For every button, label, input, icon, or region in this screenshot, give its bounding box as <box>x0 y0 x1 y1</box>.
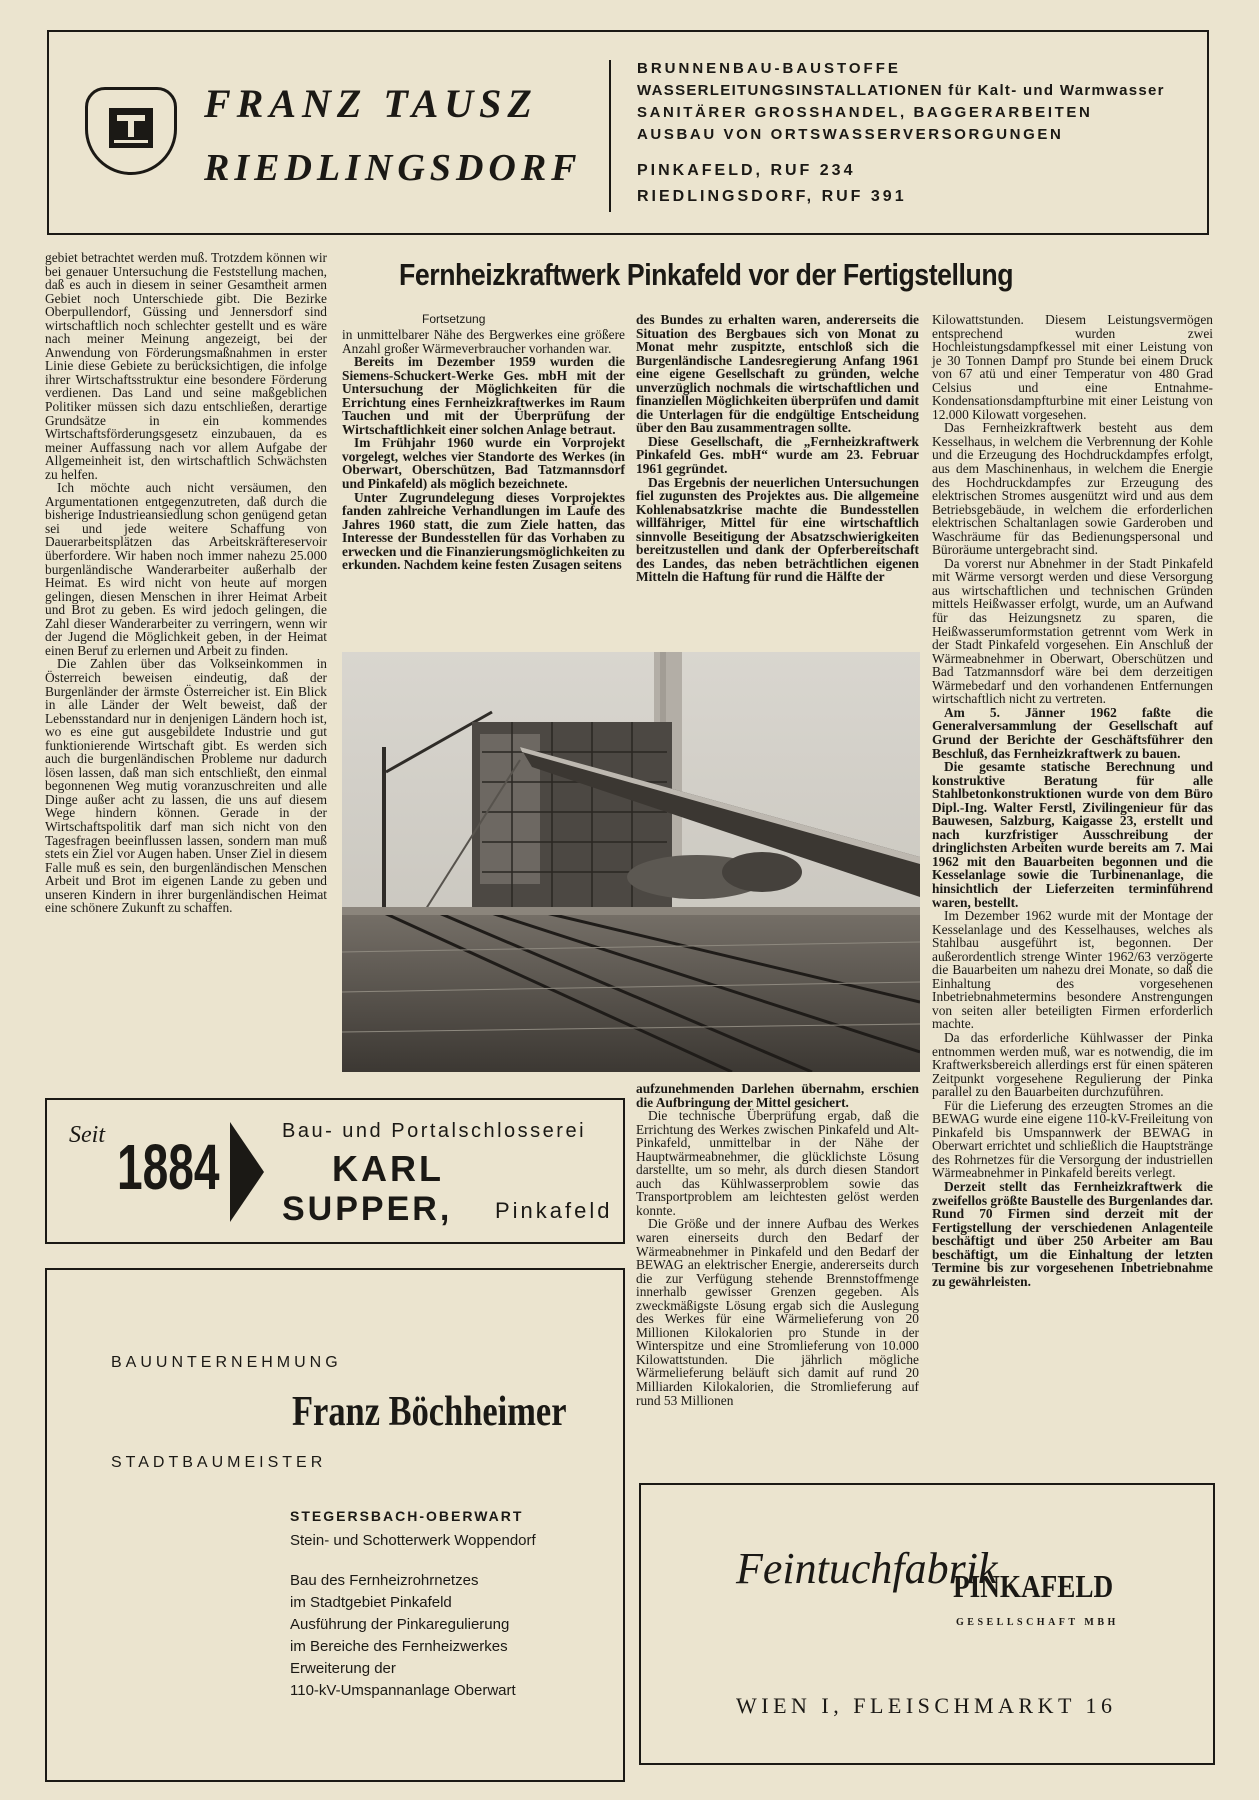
boech-line-1: Bau des Fernheizrohrnetzes <box>290 1572 479 1589</box>
paragraph: Da das erforderliche Kühlwasser der Pinka entnommen werden muß, war es notwendig, die im Kraftwerksbereich allerdings erst für einen späteren Zeitpunkt vorgesehene Regulierung der Pinka parallel zu den Bauarbeiten durchzuführen. <box>932 1029 1213 1100</box>
article-headline: Fernheizkraftwerk Pinkafeld vor der Fertigstellung <box>399 257 1014 292</box>
tausz-logo <box>85 87 177 175</box>
paragraph: Das Ergebnis der neuerlichen Untersuchungen fiel zugunsten des Projektes aus. Die allgemeine Kohlenabsatzkrise machte die Bundesstellen willfähriger, Mittel für eine wirtschaftlich sinnvolle Beseitigung der Absatzschwierigkeiten bereitzustellen und dank der Opferbereitschaft des Landes, das neben beträchtlichen eigenen Mitteln die Haftung für rund die Hälfte der <box>636 474 919 585</box>
boech-line-5: Erweiterung der <box>290 1660 396 1677</box>
paragraph: Derzeit stellt das Fernheizkraftwerk die zweifellos größte Baustelle des Burgenlandes dar. Rund 70 Firmen sind derzeit mit der Fertigstellung der verschiedenen Anlagenteile beschäftigt und über 250 Arbeiter am Bau beschäftigt, um die Einhaltung der letzten Termine bis zur vorgesehenen Inbetriebnahme zu gewährleisten. <box>932 1179 1213 1289</box>
feintuch-sub: GESELLSCHAFT MBH <box>956 1617 1119 1628</box>
supper-seit: Seit <box>69 1122 105 1148</box>
supper-place: Pinkafeld <box>495 1198 613 1223</box>
tausz-line-4: AUSBAU VON ORTSWASSERVERSORGUNGEN <box>637 126 1064 143</box>
paragraph: des Bundes zu erhalten waren, andererseits die Situation des Bergbaues sich von Monat zu Monat mehr zuspitzte, entschloß sich die Burgenländische Landesregierung Anfang 1961 eine eigene Gesellschaft zu gründen, welche unverzüglich nochmals die wirtschaftlichen und finanziellen Möglichkeiten überprüfen und damit die Unterlagen für die endgültige Entscheidung über den Bau zusammentragen sollte. <box>636 312 919 436</box>
tausz-divider <box>609 60 611 212</box>
tausz-line-2: WASSERLEITUNGSINSTALLATIONEN für Kalt- und Warmwasser <box>637 82 1165 99</box>
boech-sub: Stein- und Schotterwerk Woppendorf <box>290 1532 536 1549</box>
ad-franz-tausz <box>47 30 1209 235</box>
tausz-place: RIEDLINGSDORF <box>204 147 582 189</box>
boech-name: Franz Böchheimer <box>292 1389 567 1435</box>
paragraph: Am 5. Jänner 1962 faßte die Generalversammlung der Gesellschaft auf Grund der Berichte der Geschäftsführer den Beschluß, das Fernheizkraftwerk zu bauen. <box>932 704 1213 761</box>
supper-name1: KARL <box>332 1148 444 1189</box>
feintuch-name: PINKAFELD <box>953 1568 1114 1604</box>
supper-line1: Bau- und Portalschlosserei <box>282 1120 587 1142</box>
tausz-phone-1: PINKAFELD, RUF 234 <box>637 162 856 179</box>
supper-name2: SUPPER, <box>282 1190 453 1228</box>
paragraph: Diese Gesellschaft, die „Fernheizkraftwerk Pinkafeld Ges. mbH“ wurde am 23. Februar 1961 gegründet. <box>636 433 919 477</box>
article-column-3-bottom <box>636 1082 919 1407</box>
ad-karl-supper <box>45 1098 625 1244</box>
ad-feintuchfabrik <box>639 1483 1215 1765</box>
article-column-3-top <box>636 313 919 584</box>
supper-year: 1884 <box>117 1131 220 1203</box>
tausz-name: FRANZ TAUSZ <box>204 81 538 126</box>
left-column <box>45 251 327 915</box>
paragraph: Ich möchte auch nicht versäumen, den Argumentationen entgegenzutreten, daß durch die bisherige Industrieansiedlung schon genügend getan sei und jede weitere Schaffung von Dauerarbeitsplätzen das Arbeitskräftereservoir überfordere. Wir haben noch immer nahezu 25.000 burgenländische Wanderarbeiter außerhalb der Heimat. Es wird nicht von heute auf morgen gelingen, diesen Menschen in ihrer Heimat Arbeit und Brot zu geben. Es wird jedoch gelingen, die Zahl dieser Wanderarbeiter zu verringern, wenn wir der Jugend die Möglichkeit geben, in der Heimat einen Beruf zu erlernen und Arbeit zu finden. <box>45 480 327 658</box>
tausz-line-3: SANITÄRER GROSSHANDEL, BAGGERARBEITEN <box>637 104 1093 121</box>
paragraph: Die technische Überprüfung ergab, daß die Errichtung des Werkes zwischen Pinkafeld und Alt-Pinkafeld, unmittelbar in der Nähe der Hauptwärmeabnehmer, die glücklichste Lösung darstellte, um so mehr, als durch diesen Standort auch das Kühlwasserproblem sowie das Transportproblem am leichtesten gelöst werden konnte. <box>636 1108 919 1218</box>
ad-franz-boechheimer <box>45 1268 625 1782</box>
paragraph: Bereits im Dezember 1959 wurden die Siemens-Schuckert-Werke Ges. mbH mit der Untersuchung der Möglichkeiten für die Errichtung eines Fernheizkraftwerkes im Raum Tauchen und mit der Überprüfung der Wirtschaftlichkeit einer solchen Anlage betraut. <box>342 354 625 437</box>
tausz-phone-2: RIEDLINGSDORF, RUF 391 <box>637 188 907 205</box>
paragraph: Das Fernheizkraftwerk besteht aus dem Kesselhaus, in welchem die Verbrennung der Kohle und die Erzeugung des Hochdruckdampfes erfolgt, aus dem Maschinenhaus, in welchem die Energie des Hochdruckdampfes zur Erzeugung des elektrischen Stromes ausgenützt wird und aus dem Betriebsgebäude, in welchem die erforderlichen elektrischen Schaltanlagen sowie Garderoben und Waschräume für das Bedienungspersonal und Büroräume untergebracht sind. <box>932 420 1213 558</box>
paragraph: Die gesamte statische Berechnung und konstruktive Beratung für alle Stahlbetonkonstruktionen wurde von dem Büro Dipl.-Ing. Walter Ferstl, Zivilingenieur für das Bauwesen, Salzburg, Kaigasse 23, erstellt und nach kurzfristiger Ausschreibung der dringlichsten Arbeiten wurde bereits am 7. Mai 1962 mit den Bauarbeiten begonnen und die Kesselanlage sowie die Turbinenanlage, die hinsichtlich der Lieferzeiten terminführend waren, bestellt. <box>932 759 1213 910</box>
boech-line-4: im Bereiche des Fernheizwerkes <box>290 1638 508 1655</box>
paragraph: Im Frühjahr 1960 wurde ein Vorprojekt vorgelegt, welches vier Standorte des Werkes (in Oberwart, Oberschützen, Bad Tatzmannsdorf und Pinkafeld) als möglich bezeichnete. <box>342 435 625 492</box>
paragraph: Die Größe und der innere Aufbau des Werkes waren einerseits durch den Bedarf der Wärmeabnehmer in Pinkafeld und den Bedarf der BEWAG an elektrischer Energie, andererseits durch die zur Verfügung stehende Brennstoffmenge innerhalb gewisser Grenzen gegeben. Als zweckmäßigste Lösung ergab sich die Auslegung des Werkes für eine Wärmelieferung von 20 Millionen Kilokalorien pro Stunde in der Winterspitze und eine Stromlieferung von 10.000 Kilowattstunden. Die jährlich mögliche Wärmelieferung beläuft sich damit auf rund 20 Milliarden Kilokalorien, die Stromlieferung auf rund 53 Millionen <box>636 1216 919 1408</box>
boech-place: STEGERSBACH-OBERWART <box>290 1508 524 1524</box>
power-plant-photo <box>342 652 920 1072</box>
paragraph: Unter Zugrundelegung dieses Vorprojektes fanden zahlreiche Verhandlungen im Laufe des Jahres 1960 statt, die zum Ziele hatten, das Interesse der Bundesstellen für das Vorhaben zu erwecken und die Finanzierungsmöglichkeiten zu erkunden. Nachdem keine festen Zusagen seitens <box>342 489 625 573</box>
tausz-line-1: BRUNNENBAU-BAUSTOFFE <box>637 60 901 77</box>
paragraph: Da vorerst nur Abnehmer in der Stadt Pinkafeld mit Wärme versorgt werden und diese Versorgung aus wirtschaftlichen und technischen Gründen mittels Heißwasser erfolgt, wurde, um an Aufwand für das Heizungsnetz zu sparen, die Heißwasserumformstation getrennt vom Werk in der Stadt Pinkafeld vorgesehen. Ein Anschluß der Wärmeabnehmer in Oberwart, Oberschützen und Bad Tatzmannsdorf wäre bei dem derzeitigen Wärmebedarf und den vorhandenen Entfernungen wirtschaftlich nicht zu vertreten. <box>932 555 1213 707</box>
paragraph: Kilowattstunden. Diesem Leistungsvermögen entsprechend wurden zwei Hochleistungsdampfkessel mit einer Leistung von je 30 Tonnen Dampf pro Stunde bei einem Druck von 67 atü und einer Temperatur von 480 Grad Celsius und eine Entnahme-Kondensationsdampfturbine mit einer Leistung von 12.000 Kilowatt vorgesehen. <box>932 312 1213 422</box>
paragraph: gebiet betrachtet werden muß. Trotzdem können wir bei genauer Untersuchung die Feststellung machen, daß es auch in diesem in seiner Gesamtheit armen Gebiet noch Unterschiede gibt. Die Bezirke Oberpullendorf, Güssing und Jennersdorf sind wirtschaftlich noch schlechter gestellt und es wäre nach meiner Meinung angezeigt, bei der Anwendung von Förderungsmaßnahmen in erster Linie diese Gebiete zu berücksichtigen, die infolge ihrer Wirtschaftsstruktur eine besondere Förderung verdienen. Das Land und seine maßgeblichen Politiker müssen sich dazu entschließen, derartige Grundsätze in ein kommendes Wirtschaftsförderungsgesetz einzubauen, da es meiner Auffassung nach vor allem Aufgabe der Allgemeinheit ist, den wirtschaftlich Schwächsten zu helfen. <box>45 250 327 482</box>
paragraph: Im Dezember 1962 wurde mit der Montage der Kesselanlage und des Kesselhauses, welches als Stahlbau ausgeführt ist, begonnen. Der außerordentlich strenge Winter 1962/63 verzögerte die Bauarbeiten um nahezu drei Monate, so daß die Einhaltung des vorgesehenen Inbetriebnahmetermins besondere Anstrengungen von seiten aller beteiligten Firmen erforderlich machte. <box>932 908 1213 1032</box>
t-emblem-icon <box>88 90 174 172</box>
feintuch-address: WIEN I, FLEISCHMARKT 16 <box>736 1693 1117 1718</box>
boech-line-3: Ausführung der Pinkaregulierung <box>290 1616 510 1633</box>
article-column-2 <box>342 328 625 572</box>
boech-line-6: 110-kV-Umspannanlage Oberwart <box>290 1682 516 1699</box>
boech-line-2: im Stadtgebiet Pinkafeld <box>290 1594 452 1611</box>
continuation-label: Fortsetzung <box>422 312 486 326</box>
boech-top: BAUUNTERNEHMUNG <box>111 1354 342 1371</box>
paragraph: in unmittelbarer Nähe des Bergwerkes eine größere Anzahl großer Wärmeverbraucher vorhanden war. <box>342 327 625 356</box>
paragraph: aufzunehmenden Darlehen übernahm, erschien die Aufbringung der Mittel gesichert. <box>636 1081 919 1110</box>
paragraph: Die Zahlen über das Volkseinkommen in Österreich beweisen eindeutig, daß der Burgenländer der ärmste Österreicher ist. Ein Blick in alle Länder der Welt beweist, daß der Lebensstandard nur in denjenigen Ländern hoch ist, wo es eine gut ausgebildete Industrie und gut funktionierende Wirtschaft gibt. Es werden sich auch die burgenländischen Probleme nur dadurch lösen lassen, daß man sich entschließt, den einmal begonnenen Weg mutig voranzuschreiten und alle Dinge außer acht zu lassen, die uns auf diesem Wege hindern können. Gerade in der Wirtschaftspolitik darf man sich nicht von den Tagesfragen beeinflussen lassen, sondern man muß stets ein Ziel vor Augen haben. Unser Ziel in diesem Falle muß es sein, den burgenländischen Menschen Arbeit und Brot im eigenen Lande zu geben und unseren Kindern in ihrer burgenländischen Heimat eine schönere Zukunft zu schaffen. <box>45 656 327 916</box>
arrow-right-icon <box>230 1122 264 1222</box>
boech-title: STADTBAUMEISTER <box>111 1454 327 1471</box>
paragraph: Für die Lieferung des erzeugten Stromes an die BEWAG wurde eine eigene 110-kV-Freileitung von Pinkafeld bis Umspannwerk der BEWAG in Oberwart errichtet und schließlich die Hauptstränge des Rohrnetzes für die Versorgung der industriellen Wärmeabnehmer in Pinkafeld bereits verlegt. <box>932 1097 1213 1181</box>
feintuch-script: Feintuchfabrik <box>736 1544 998 1593</box>
article-column-4 <box>932 313 1213 1288</box>
